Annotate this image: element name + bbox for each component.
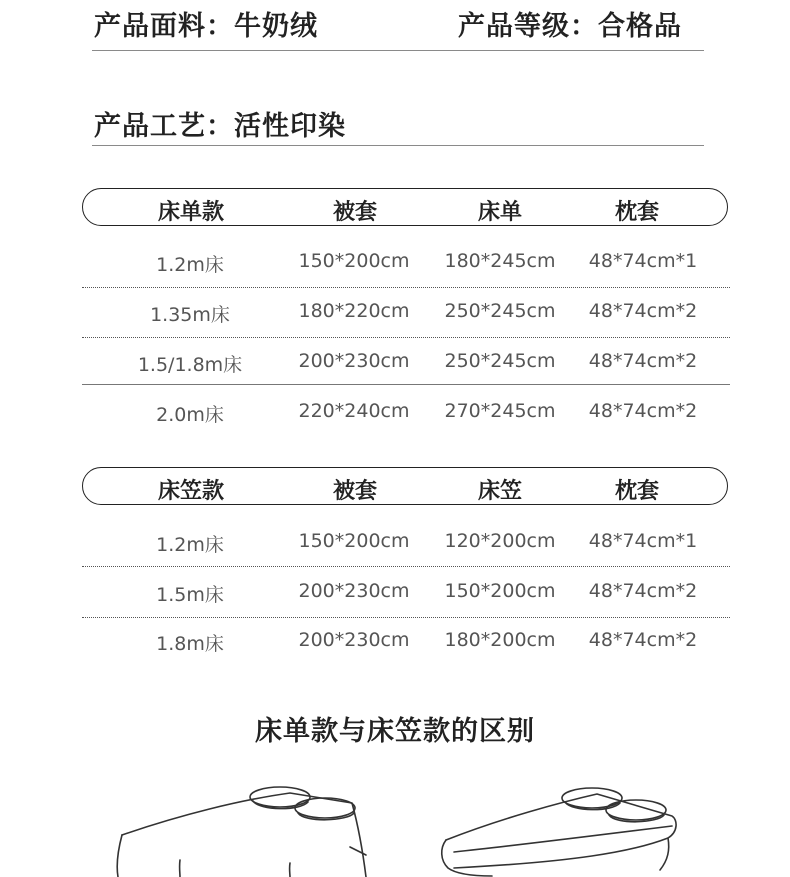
- row-separator: [82, 287, 730, 288]
- table-cell: 270*245cm: [444, 400, 556, 422]
- bed-sheet-illustration: [100, 775, 390, 877]
- header-cell: 被套: [332, 479, 378, 504]
- table-cell: 250*245cm: [444, 350, 556, 372]
- table-header: [82, 467, 728, 505]
- table-cell: 180*220cm: [298, 300, 410, 322]
- table-cell: 48*74cm*1: [588, 530, 698, 552]
- table-cell: 150*200cm: [298, 530, 410, 552]
- table-cell: 1.8m床: [156, 633, 224, 655]
- table-cell: 1.5/1.8m床: [137, 354, 243, 376]
- divider: [92, 50, 704, 51]
- spec-grade: 产品等级：合格品: [458, 11, 682, 42]
- table-header: [82, 188, 728, 226]
- spec-process: 产品工艺：活性印染: [94, 111, 346, 142]
- row-separator: [82, 617, 730, 618]
- header-cell: 枕套: [614, 479, 660, 504]
- row-separator: [82, 566, 730, 567]
- table-cell: 48*74cm*2: [588, 580, 698, 602]
- header-cell: 床单款: [157, 200, 225, 225]
- table-cell: 200*230cm: [298, 350, 410, 372]
- fitted-sheet-illustration: [432, 780, 692, 877]
- divider: [92, 145, 704, 146]
- header-cell: 床单: [477, 200, 523, 225]
- table-cell: 180*245cm: [444, 250, 556, 272]
- table-cell: 48*74cm*2: [588, 400, 698, 422]
- table-cell: 1.2m床: [156, 534, 224, 556]
- header-cell: 床笠: [477, 479, 523, 504]
- table-cell: 200*230cm: [298, 580, 410, 602]
- header-cell: 被套: [332, 200, 378, 225]
- table-cell: 120*200cm: [444, 530, 556, 552]
- table-cell: 48*74cm*2: [588, 629, 698, 651]
- row-separator: [82, 337, 730, 338]
- table-cell: 220*240cm: [298, 400, 410, 422]
- spec-material: 产品面料：牛奶绒: [94, 11, 318, 42]
- table-cell: 48*74cm*1: [588, 250, 698, 272]
- table-cell: 1.5m床: [156, 584, 224, 606]
- table-cell: 2.0m床: [156, 404, 224, 426]
- table-cell: 180*200cm: [444, 629, 556, 651]
- table-cell: 250*245cm: [444, 300, 556, 322]
- table-cell: 48*74cm*2: [588, 300, 698, 322]
- header-cell: 枕套: [614, 200, 660, 225]
- table-cell: 200*230cm: [298, 629, 410, 651]
- table-cell: 150*200cm: [444, 580, 556, 602]
- table-cell: 1.2m床: [156, 254, 224, 276]
- row-separator: [82, 384, 730, 385]
- comparison-title: 床单款与床笠款的区别: [255, 716, 535, 747]
- header-cell: 床笠款: [157, 479, 225, 504]
- table-cell: 48*74cm*2: [588, 350, 698, 372]
- table-cell: 150*200cm: [298, 250, 410, 272]
- table-cell: 1.35m床: [150, 304, 230, 326]
